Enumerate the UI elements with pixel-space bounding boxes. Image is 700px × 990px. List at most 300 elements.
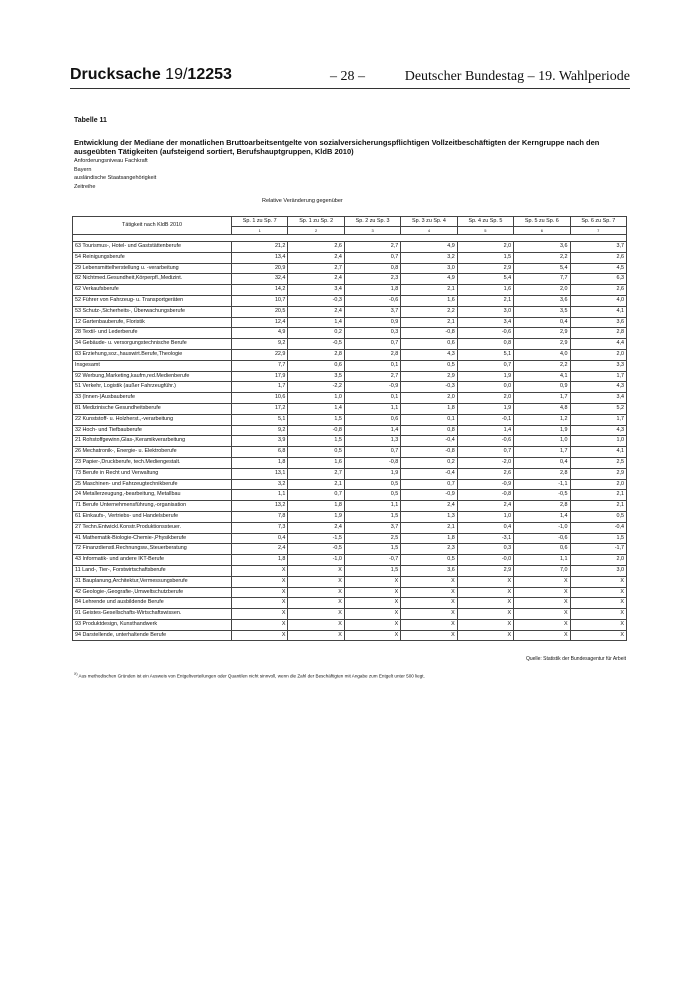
value-cell: 3,5 xyxy=(288,371,344,382)
page-number: – 28 – xyxy=(330,69,365,84)
value-cell: 6,8 xyxy=(232,447,288,458)
value-cell: X xyxy=(232,619,288,630)
value-cell: 3,4 xyxy=(457,317,513,328)
meta-line: Anforderungsniveau Fachkraft xyxy=(74,158,148,164)
value-cell: 1,1 xyxy=(344,501,400,512)
activity-cell: 28 Textil- und Lederberufe xyxy=(73,328,232,339)
value-cell: 0,4 xyxy=(457,522,513,533)
value-cell: -1,1 xyxy=(514,479,570,490)
value-cell: X xyxy=(288,598,344,609)
activity-cell: 34 Gebäude- u. versorgungstechnische Berufe xyxy=(73,339,232,350)
value-cell: 2,9 xyxy=(457,565,513,576)
value-cell: 0,7 xyxy=(344,339,400,350)
value-cell: 1,7 xyxy=(570,414,626,425)
value-cell: 2,0 xyxy=(401,393,457,404)
value-cell: 2,2 xyxy=(514,252,570,263)
value-cell: 0,1 xyxy=(344,360,400,371)
value-cell: 4,9 xyxy=(232,328,288,339)
value-cell: X xyxy=(514,576,570,587)
table-row xyxy=(73,274,627,285)
value-cell: 1,5 xyxy=(570,533,626,544)
value-cell: 2,0 xyxy=(570,479,626,490)
value-cell: 4,3 xyxy=(401,349,457,360)
value-cell: -1,5 xyxy=(288,533,344,544)
value-cell: -2,0 xyxy=(457,457,513,468)
value-cell: 2,0 xyxy=(457,242,513,253)
table-row xyxy=(73,447,627,458)
value-cell: X xyxy=(401,619,457,630)
value-cell: X xyxy=(344,609,400,620)
value-cell: X xyxy=(457,630,513,641)
table-row xyxy=(73,522,627,533)
activity-cell: 71 Berufe Unternehmensführung,-organisation xyxy=(73,501,232,512)
table-row xyxy=(73,339,627,350)
value-cell: -0,9 xyxy=(344,382,400,393)
value-cell: 0,7 xyxy=(457,447,513,458)
value-cell: -0,6 xyxy=(344,295,400,306)
table-meta xyxy=(74,157,156,192)
doc-label: Drucksache xyxy=(70,66,161,83)
value-cell: 4,4 xyxy=(570,339,626,350)
value-cell: 7,3 xyxy=(232,522,288,533)
value-cell: 2,1 xyxy=(401,285,457,296)
activity-cell: 63 Tourismus-, Hotel- und Gaststättenberufe xyxy=(73,242,232,253)
value-cell: 2,9 xyxy=(457,263,513,274)
value-cell: X xyxy=(344,576,400,587)
value-cell: 1,5 xyxy=(344,565,400,576)
value-cell: 1,9 xyxy=(457,403,513,414)
activity-cell: 83 Erziehung,soz.,hauswirt.Berufe,Theologie xyxy=(73,349,232,360)
column-header: Sp. 2 zu Sp. 3 xyxy=(344,217,400,227)
value-cell: X xyxy=(344,587,400,598)
activity-cell: 22 Kunststoff- u. Holzherst.,-verarbeitung xyxy=(73,414,232,425)
table-row xyxy=(73,317,627,328)
relative-change-label: Relative Veränderung gegenüber xyxy=(262,198,343,204)
value-cell: 10,7 xyxy=(232,295,288,306)
doc-number: 12253 xyxy=(187,66,232,83)
document-number xyxy=(70,66,232,84)
value-cell: X xyxy=(288,619,344,630)
activity-cell: 84 Lehrende und ausbildende Berufe xyxy=(73,598,232,609)
value-cell: X xyxy=(401,598,457,609)
value-cell: X xyxy=(570,576,626,587)
value-cell: 1,8 xyxy=(344,285,400,296)
value-cell: -0,4 xyxy=(570,522,626,533)
value-cell: 2,9 xyxy=(514,328,570,339)
value-cell: 13,2 xyxy=(232,501,288,512)
value-cell: 0,5 xyxy=(401,555,457,566)
value-cell: 0,7 xyxy=(401,479,457,490)
activity-cell: 94 Darstellende, unterhaltende Berufe xyxy=(73,630,232,641)
value-cell: X xyxy=(457,619,513,630)
value-cell: 2,5 xyxy=(344,533,400,544)
value-cell: 4,3 xyxy=(570,382,626,393)
value-cell: -0,8 xyxy=(401,328,457,339)
value-cell: 0,4 xyxy=(514,457,570,468)
value-cell: 0,7 xyxy=(344,447,400,458)
value-cell: 4,5 xyxy=(570,263,626,274)
activity-cell: 61 Einkaufs-, Vertriebs- und Handelsberufe xyxy=(73,511,232,522)
activity-cell: 91 Geistes-Gesellschafts-Wirtschaftswissen. xyxy=(73,609,232,620)
header-rule xyxy=(70,88,630,89)
column-header: Sp. 6 zu Sp. 7 xyxy=(570,217,626,227)
value-cell: 17,2 xyxy=(232,403,288,414)
value-cell: 0,6 xyxy=(288,360,344,371)
value-cell: X xyxy=(344,630,400,641)
activity-cell: 12 Gartenbauberufe, Floristik xyxy=(73,317,232,328)
activity-cell: 26 Mechatronik-, Energie- u. Elektroberufe xyxy=(73,447,232,458)
value-cell: 9,2 xyxy=(232,339,288,350)
footnote-text: Aus methodischen Gründen ist ein Ausweis von Entgeltverteilungen oder Quantilen nicht sinnvoll, wenn die Zahl der Beschäftigten mit Angabe zum Entgelt unter 500 liegt. xyxy=(78,673,425,679)
value-cell: 0,1 xyxy=(344,393,400,404)
table-row xyxy=(73,533,627,544)
value-cell: 9,2 xyxy=(232,425,288,436)
value-cell: 0,6 xyxy=(344,414,400,425)
value-cell: 3,9 xyxy=(232,436,288,447)
activity-cell: 11 Land-, Tier-, Forstwirtschaftsberufe xyxy=(73,565,232,576)
value-cell: 2,1 xyxy=(288,479,344,490)
value-cell: 2,1 xyxy=(457,295,513,306)
table-row xyxy=(73,295,627,306)
activity-cell: 62 Verkaufsberufe xyxy=(73,285,232,296)
table-row xyxy=(73,252,627,263)
value-cell: 4,1 xyxy=(570,447,626,458)
value-cell: 2,6 xyxy=(457,468,513,479)
value-cell: X xyxy=(232,565,288,576)
value-cell: -0,8 xyxy=(344,457,400,468)
value-cell: 1,9 xyxy=(288,511,344,522)
value-cell: 5,4 xyxy=(514,263,570,274)
column-number: 6 xyxy=(514,227,570,235)
value-cell: X xyxy=(570,598,626,609)
value-cell: 1,3 xyxy=(344,436,400,447)
value-cell: X xyxy=(514,587,570,598)
value-cell: 0,7 xyxy=(288,490,344,501)
column-number: 3 xyxy=(344,227,400,235)
value-cell: 2,8 xyxy=(514,468,570,479)
value-cell: 1,8 xyxy=(232,457,288,468)
table-row xyxy=(73,587,627,598)
value-cell: 1,5 xyxy=(344,544,400,555)
value-cell: 2,1 xyxy=(401,522,457,533)
value-cell: 1,7 xyxy=(514,393,570,404)
value-cell: -0,5 xyxy=(288,339,344,350)
value-cell: -1,7 xyxy=(570,544,626,555)
column-header: Sp. 5 zu Sp. 6 xyxy=(514,217,570,227)
value-cell: 4,3 xyxy=(570,425,626,436)
value-cell: 6,3 xyxy=(570,274,626,285)
value-cell: 7,7 xyxy=(514,274,570,285)
value-cell: X xyxy=(457,576,513,587)
meta-line: Bayern xyxy=(74,166,92,173)
value-cell: 0,5 xyxy=(344,490,400,501)
table-row xyxy=(73,382,627,393)
value-cell: 2,6 xyxy=(288,242,344,253)
value-cell: X xyxy=(288,576,344,587)
value-cell: 5,2 xyxy=(570,403,626,414)
value-cell: 5,1 xyxy=(457,349,513,360)
value-cell: 4,0 xyxy=(514,349,570,360)
value-cell: 2,2 xyxy=(514,360,570,371)
value-cell: X xyxy=(232,598,288,609)
value-cell: 0,9 xyxy=(514,382,570,393)
value-cell: 4,1 xyxy=(514,371,570,382)
value-cell: 2,9 xyxy=(514,339,570,350)
value-cell: 1,1 xyxy=(344,403,400,414)
column-header: Sp. 1 zu Sp. 2 xyxy=(288,217,344,227)
value-cell: 1,4 xyxy=(344,425,400,436)
value-cell: 3,7 xyxy=(344,522,400,533)
value-cell: 0,9 xyxy=(344,317,400,328)
value-cell: 2,7 xyxy=(288,468,344,479)
activity-cell: 25 Maschinen- und Fahrzeugtechnikberufe xyxy=(73,479,232,490)
value-cell: -2,2 xyxy=(288,382,344,393)
doc-number-prefix: 19/ xyxy=(165,66,188,83)
value-cell: -0,4 xyxy=(401,436,457,447)
value-cell: 3,7 xyxy=(570,242,626,253)
spacer-row xyxy=(73,235,627,242)
value-cell: 10,6 xyxy=(232,393,288,404)
table-row xyxy=(73,598,627,609)
value-cell: 0,5 xyxy=(288,447,344,458)
activity-cell: 82 Nichtmed.Gesundheit,Körperpfl.,Medizint. xyxy=(73,274,232,285)
value-cell: 2,8 xyxy=(514,501,570,512)
value-cell: 3,4 xyxy=(570,393,626,404)
table-row xyxy=(73,306,627,317)
value-cell: 1,0 xyxy=(457,511,513,522)
value-cell: 1,4 xyxy=(288,403,344,414)
table-row xyxy=(73,425,627,436)
value-cell: 2,4 xyxy=(288,252,344,263)
value-cell: 0,1 xyxy=(401,414,457,425)
value-cell: X xyxy=(401,587,457,598)
value-cell: 22,9 xyxy=(232,349,288,360)
value-cell: X xyxy=(514,630,570,641)
value-cell: X xyxy=(514,609,570,620)
value-cell: 1,1 xyxy=(232,490,288,501)
value-cell: 2,1 xyxy=(401,317,457,328)
activity-cell: 41 Mathematik-Biologie-Chemie-,Physikberufe xyxy=(73,533,232,544)
value-cell: 3,3 xyxy=(570,360,626,371)
value-cell: 5,4 xyxy=(457,274,513,285)
value-cell: 1,6 xyxy=(288,457,344,468)
value-cell: 1,8 xyxy=(401,533,457,544)
activity-cell: 43 Informatik- und andere IKT-Berufe xyxy=(73,555,232,566)
value-cell: 0,6 xyxy=(401,339,457,350)
value-cell: 3,5 xyxy=(514,306,570,317)
value-cell: 3,2 xyxy=(401,252,457,263)
value-cell: X xyxy=(344,598,400,609)
value-cell: 0,0 xyxy=(457,382,513,393)
value-cell: 20,9 xyxy=(232,263,288,274)
value-cell: X xyxy=(514,598,570,609)
value-cell: X xyxy=(457,598,513,609)
value-cell: 2,4 xyxy=(288,522,344,533)
value-cell: X xyxy=(232,576,288,587)
footnote xyxy=(74,672,425,679)
value-cell: 1,4 xyxy=(514,511,570,522)
table-body xyxy=(73,235,627,641)
value-cell: 0,7 xyxy=(457,360,513,371)
value-cell: 3,0 xyxy=(457,306,513,317)
table-row xyxy=(73,576,627,587)
value-cell: -0,5 xyxy=(514,490,570,501)
value-cell: -0,3 xyxy=(401,382,457,393)
table-row xyxy=(73,436,627,447)
activity-cell: 54 Reinigungsberufe xyxy=(73,252,232,263)
value-cell: 2,3 xyxy=(401,544,457,555)
value-cell: 14,2 xyxy=(232,285,288,296)
value-cell: 0,7 xyxy=(344,252,400,263)
value-cell: 2,5 xyxy=(570,457,626,468)
activity-cell: 73 Berufe in Recht und Verwaltung xyxy=(73,468,232,479)
value-cell: 2,0 xyxy=(570,349,626,360)
meta-line: ausländische Staatsangehörigkeit xyxy=(74,175,157,182)
activity-cell: 51 Verkehr, Logistik (außer Fahrzeugführ.) xyxy=(73,382,232,393)
value-cell: 1,7 xyxy=(232,382,288,393)
value-cell: X xyxy=(570,630,626,641)
table-label: Tabelle 11 xyxy=(74,117,107,124)
column-number: 7 xyxy=(570,227,626,235)
value-cell: 2,7 xyxy=(288,263,344,274)
value-cell: X xyxy=(570,609,626,620)
value-cell: 1,9 xyxy=(457,371,513,382)
value-cell: 13,4 xyxy=(232,252,288,263)
value-cell: -0,9 xyxy=(457,479,513,490)
activity-cell: 93 Produktdesign, Kunsthandwerk xyxy=(73,619,232,630)
value-cell: -0,6 xyxy=(457,328,513,339)
activity-cell: 81 Medizinische Gesundheitsberufe xyxy=(73,403,232,414)
value-cell: X xyxy=(288,609,344,620)
value-cell: -0,7 xyxy=(344,555,400,566)
value-cell: 3,6 xyxy=(514,242,570,253)
value-cell: 1,5 xyxy=(344,511,400,522)
activity-cell: 21 Rohstoffgewinn,Glas-,Keramikverarbeitung xyxy=(73,436,232,447)
activity-cell: 23 Papier-,Druckberufe, tech.Mediengestalt. xyxy=(73,457,232,468)
value-cell: 12,4 xyxy=(232,317,288,328)
value-cell: 0,3 xyxy=(344,328,400,339)
activity-cell: 31 Bauplanung,Architektur,Vermessungsberufe xyxy=(73,576,232,587)
table-row xyxy=(73,285,627,296)
value-cell: -1,0 xyxy=(288,555,344,566)
value-cell: -1,0 xyxy=(514,522,570,533)
activity-cell: 33 (Innen-)Ausbauberufe xyxy=(73,393,232,404)
table-row xyxy=(73,360,627,371)
value-cell: 13,1 xyxy=(232,468,288,479)
table-row xyxy=(73,371,627,382)
value-cell: 2,4 xyxy=(288,306,344,317)
column-number: 2 xyxy=(288,227,344,235)
value-cell: 0,3 xyxy=(457,544,513,555)
value-cell: 20,5 xyxy=(232,306,288,317)
value-cell: X xyxy=(232,609,288,620)
table-row xyxy=(73,490,627,501)
column-header: Sp. 1 zu Sp. 7 xyxy=(232,217,288,227)
value-cell: 1,0 xyxy=(514,436,570,447)
value-cell: -0,8 xyxy=(457,490,513,501)
value-cell: 2,7 xyxy=(344,371,400,382)
value-cell: 4,0 xyxy=(570,295,626,306)
value-cell: 2,4 xyxy=(232,544,288,555)
value-cell: X xyxy=(288,587,344,598)
value-cell: 3,0 xyxy=(401,263,457,274)
value-cell: 7,0 xyxy=(514,565,570,576)
value-cell: -0,8 xyxy=(288,425,344,436)
value-cell: 2,9 xyxy=(570,468,626,479)
activity-cell: 42 Geologie-,Geografie-,Umweltschutzberufe xyxy=(73,587,232,598)
value-cell: 2,8 xyxy=(288,349,344,360)
value-cell: 1,3 xyxy=(401,511,457,522)
value-cell: 0,2 xyxy=(401,457,457,468)
table-row xyxy=(73,511,627,522)
meta-line: Zeitreihe xyxy=(74,184,96,191)
value-cell: 1,8 xyxy=(288,501,344,512)
value-cell: -0,6 xyxy=(457,436,513,447)
value-cell: 3,6 xyxy=(514,295,570,306)
value-cell: 4,1 xyxy=(570,306,626,317)
activity-cell: 27 Techn.Entwickl.Konstr.Produktionssteuer. xyxy=(73,522,232,533)
value-cell: X xyxy=(401,576,457,587)
value-cell: 2,2 xyxy=(401,306,457,317)
value-cell: 1,4 xyxy=(457,425,513,436)
value-cell: 4,9 xyxy=(401,274,457,285)
value-cell: -0,8 xyxy=(401,447,457,458)
value-cell: -0,4 xyxy=(401,468,457,479)
value-cell: 1,9 xyxy=(344,468,400,479)
value-cell: 1,1 xyxy=(514,555,570,566)
value-cell: 2,1 xyxy=(570,490,626,501)
value-cell: 3,6 xyxy=(401,565,457,576)
value-cell: 2,4 xyxy=(288,274,344,285)
value-cell: 3,2 xyxy=(232,479,288,490)
value-cell: 2,6 xyxy=(570,252,626,263)
value-cell: -0,1 xyxy=(457,414,513,425)
activity-cell: 72 Finanzdienstl.Rechnungsw.,Steuerberatung xyxy=(73,544,232,555)
data-table xyxy=(72,216,627,641)
value-cell: 3,4 xyxy=(288,285,344,296)
activity-cell: 53 Schutz-,Sicherheits-, Überwachungsberufe xyxy=(73,306,232,317)
value-cell: 0,6 xyxy=(514,544,570,555)
table-row xyxy=(73,349,627,360)
value-cell: X xyxy=(514,619,570,630)
value-cell: 2,8 xyxy=(570,328,626,339)
value-cell: X xyxy=(288,630,344,641)
table-row xyxy=(73,565,627,576)
value-cell: -0,9 xyxy=(401,490,457,501)
value-cell: 3,6 xyxy=(570,317,626,328)
activity-cell: 52 Führer von Fahrzeug- u. Transportgeräten xyxy=(73,295,232,306)
column-header: Sp. 3 zu Sp. 4 xyxy=(401,217,457,227)
value-cell: 0,5 xyxy=(344,479,400,490)
activity-cell: Insgesamt xyxy=(73,360,232,371)
column-number: 5 xyxy=(457,227,513,235)
table-title: Entwicklung der Mediane der monatlichen Bruttoarbeitsentgelte von sozialversicherungspflichtigen Vollzeitbeschäftigten der Kerngruppe nach den ausgeübten Tätigkeiten (aufsteigend sortiert, Berufshauptgruppen, KldB 2010) xyxy=(74,138,600,156)
value-cell: 1,8 xyxy=(401,403,457,414)
value-cell: -0,5 xyxy=(288,544,344,555)
value-cell: 4,8 xyxy=(514,403,570,414)
value-cell: X xyxy=(401,630,457,641)
value-cell: -3,1 xyxy=(457,533,513,544)
value-cell: 2,3 xyxy=(344,274,400,285)
table-row xyxy=(73,403,627,414)
value-cell: 0,4 xyxy=(232,533,288,544)
value-cell: 2,0 xyxy=(514,285,570,296)
value-cell: 1,7 xyxy=(514,447,570,458)
table-row xyxy=(73,630,627,641)
value-cell: 1,6 xyxy=(457,285,513,296)
value-cell: 1,6 xyxy=(401,295,457,306)
value-cell: 4,9 xyxy=(401,242,457,253)
